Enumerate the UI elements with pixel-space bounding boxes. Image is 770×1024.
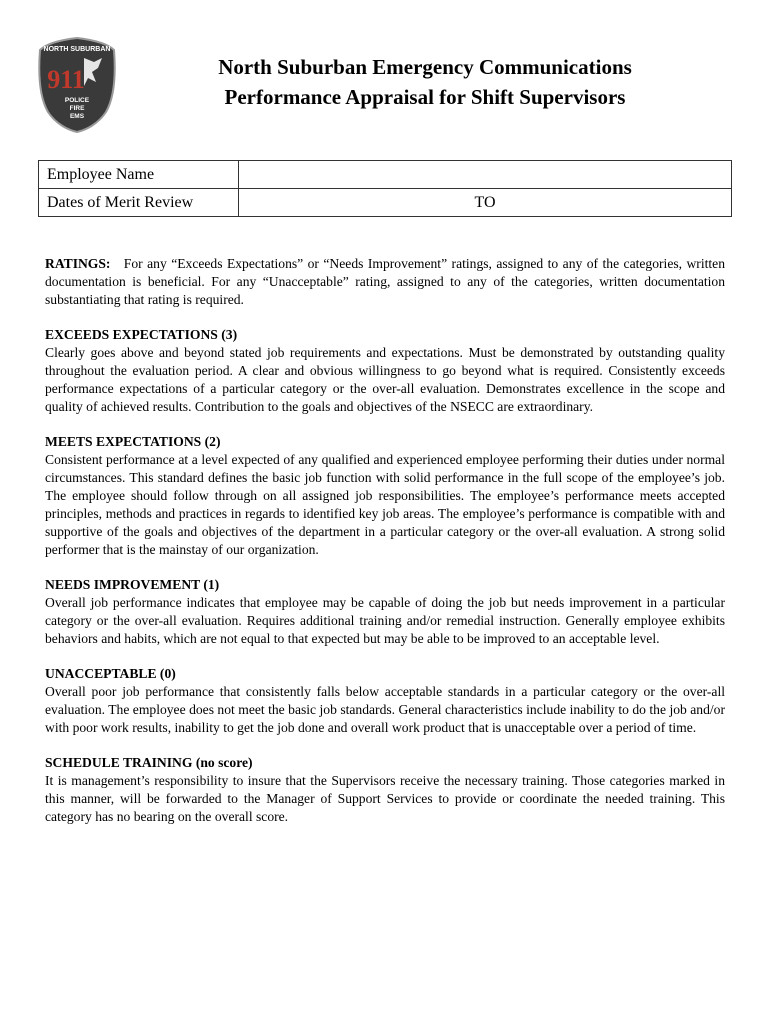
employee-name-field[interactable] bbox=[239, 161, 732, 189]
section-heading: UNACCEPTABLE (0) bbox=[45, 666, 176, 681]
employee-name-label: Employee Name bbox=[39, 161, 239, 189]
employee-name-row bbox=[39, 161, 732, 189]
merit-review-dates-row bbox=[39, 189, 732, 217]
section-text: Consistent performance at a level expected of any qualified and experienced employee performing their duties under normal circumstances. This standard defines the basic job function with solid performance in the full scope of the employee’s job. The employee should follow through on all assigned job responsibilities. The employee’s performance meets accepted principles, methods and practices in regards to identified key job areas. The employee’s performance is compatible with and supportive of the goals and objectives of the department in a particular category or the over-all evaluation. A strong solid performer that is the mainstay of our organization. bbox=[45, 452, 725, 557]
document-body bbox=[45, 255, 725, 843]
section-schedule-training bbox=[45, 754, 725, 826]
section-text: Overall poor job performance that consistently falls below acceptable standards in a particular category or the over-all evaluation. The employee does not meet the basic job standards. General characteristics include inability to do the job and/or with poor work results, inability to get the job done and overall work product that is unacceptable over a period of time. bbox=[45, 684, 725, 735]
section-unacceptable bbox=[45, 665, 725, 737]
page-title bbox=[150, 52, 700, 112]
logo-service-fire: FIRE bbox=[69, 105, 85, 112]
logo-top-text: NORTH SUBURBAN bbox=[43, 46, 111, 53]
section-heading: NEEDS IMPROVEMENT (1) bbox=[45, 577, 220, 592]
ratings-text: For any “Exceeds Expectations” or “Needs Improvement” ratings, assigned to any of the categories, written documentation is beneficial. For any “Unacceptable” rating, assigned to any of the categories, written documentation substantiating that rating is required. bbox=[45, 256, 725, 307]
section-exceeds-expectations bbox=[45, 326, 725, 416]
merit-review-dates-label: Dates of Merit Review bbox=[39, 189, 239, 217]
section-heading: EXCEEDS EXPECTATIONS (3) bbox=[45, 327, 238, 342]
section-heading: MEETS EXPECTATIONS (2) bbox=[45, 434, 221, 449]
section-needs-improvement bbox=[45, 576, 725, 648]
ratings-paragraph bbox=[45, 255, 725, 309]
merit-review-dates-field[interactable]: TO bbox=[239, 189, 732, 217]
section-heading: SCHEDULE TRAINING (no score) bbox=[45, 755, 253, 770]
employee-info-table bbox=[38, 160, 732, 217]
logo-service-ems: EMS bbox=[69, 113, 85, 120]
logo-number: 911 bbox=[47, 65, 85, 94]
section-text: Overall job performance indicates that employee may be capable of doing the job but needs improvement in a particular category or the over-all evaluation. Requires additional training and/or remedial instruction. Generally employee exhibits behaviors and habits, which are not equal to that expected but may be able to be improved to an acceptable level. bbox=[45, 595, 725, 646]
ratings-label: RATINGS: bbox=[45, 256, 111, 271]
section-text: It is management’s responsibility to insure that the Supervisors receive the necessary training. Those categories marked in this manner, will be forwarded to the Manager of Support Services to provide or coordinate the needed training. This category has no bearing on the overall score. bbox=[45, 773, 725, 824]
eagle-badge-icon bbox=[36, 36, 118, 134]
title-line-1: North Suburban Emergency Communications bbox=[218, 55, 632, 79]
section-meets-expectations bbox=[45, 433, 725, 559]
title-line-2: Performance Appraisal for Shift Supervisors bbox=[224, 85, 626, 109]
section-text: Clearly goes above and beyond stated job requirements and expectations. Must be demonstrated by outstanding quality throughout the evaluation period. A clear and obvious willingness to go beyond what is required. Consistently exceeds performance expectations of a particular category or the over-all evaluation. Demonstrates excellence in the scope and quality of achieved results. Contribution to the goals and objectives of the NSECC are extraordinary. bbox=[45, 345, 725, 414]
logo-service-police: POLICE bbox=[64, 97, 90, 104]
